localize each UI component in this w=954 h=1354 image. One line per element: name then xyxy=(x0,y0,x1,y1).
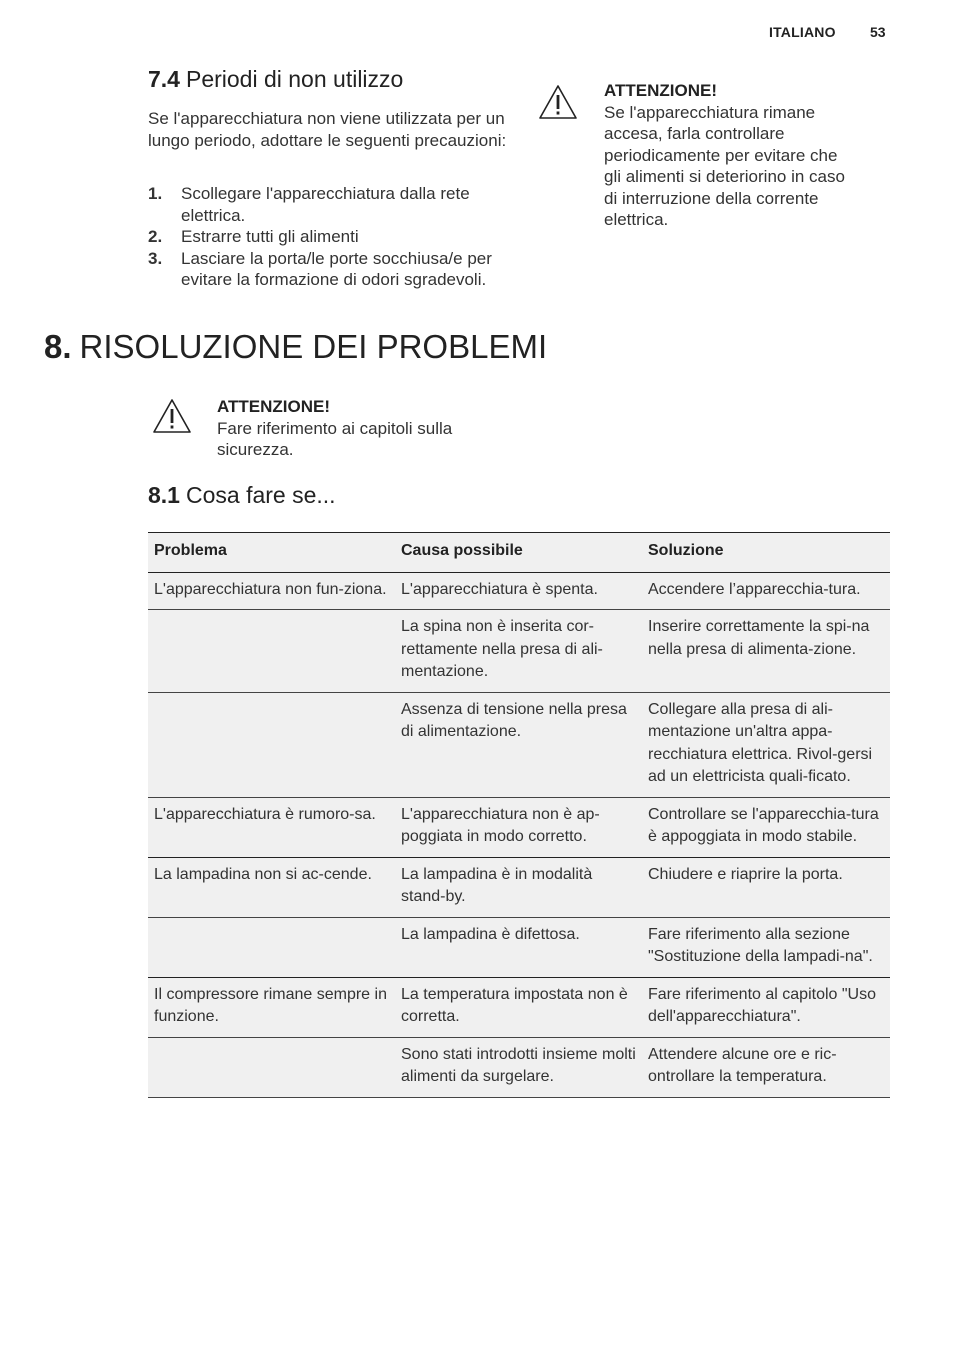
steps-list xyxy=(148,183,518,291)
section-8-1-number: 8.1 xyxy=(148,482,180,508)
running-header-language: ITALIANO xyxy=(769,24,836,40)
warning-title: ATTENZIONE! xyxy=(604,81,718,100)
chapter-heading xyxy=(44,328,547,366)
warning-text: Fare riferimento ai capitoli sulla sicurezza. xyxy=(217,418,453,459)
warning-title: ATTENZIONE! xyxy=(217,397,331,416)
column-header-problem: Problema xyxy=(154,542,227,559)
cell-solution: Attendere alcune ore e ric-ontrollare la temperatura. xyxy=(648,1045,837,1085)
table-row xyxy=(148,1037,890,1097)
warning-box-standby xyxy=(604,80,854,231)
list-item xyxy=(148,248,518,291)
step-number: 2. xyxy=(148,227,163,246)
section-8-1-title: Cosa fare se... xyxy=(185,482,336,508)
cell-problem: Il compressore rimane sempre in funzione. xyxy=(154,985,387,1025)
table-row xyxy=(148,857,890,917)
cell-cause: Assenza di tensione nella presa di alimentazione. xyxy=(401,700,627,740)
section-7-4-number: 7.4 xyxy=(148,66,180,92)
table-row xyxy=(148,692,890,797)
table-row xyxy=(148,917,890,977)
list-item xyxy=(148,183,518,226)
warning-box-safety xyxy=(217,396,467,461)
step-text: Lasciare la porta/le porte socchiusa/e per evitare la formazione di odori sgradevoli. xyxy=(181,248,492,289)
warning-text: Se l'apparecchiatura rimane accesa, farla controllare periodicamente per evitare che gli alimenti si deteriorino in caso di interruzione della corrente elettrica. xyxy=(604,102,845,229)
warning-triangle-icon xyxy=(152,398,192,434)
table-row xyxy=(148,977,890,1037)
cell-cause: Sono stati introdotti insieme molti alimenti da surgelare. xyxy=(401,1045,636,1085)
table-row xyxy=(148,610,890,693)
page-number: 53 xyxy=(870,24,886,40)
cell-solution: Collegare alla presa di ali-mentazione un'altra appa-recchiatura elettrica. Rivol-gersi ad un elettricista quali-ficato. xyxy=(648,700,873,785)
column-header-solution: Soluzione xyxy=(648,542,724,559)
cell-solution: Inserire correttamente la spi-na nella presa di alimenta-zione. xyxy=(648,618,870,658)
step-text: Scollegare l'apparecchiatura dalla rete elettrica. xyxy=(181,184,470,225)
cell-problem xyxy=(148,610,395,693)
cell-problem xyxy=(148,1037,395,1097)
section-8-1-heading xyxy=(148,482,336,509)
cell-solution: Accendere l’apparecchia-tura. xyxy=(648,580,861,598)
cell-problem: La lampadina non si ac-cende. xyxy=(154,865,372,883)
chapter-number: 8. xyxy=(44,328,72,365)
cell-cause: L'apparecchiatura non è ap-poggiata in modo corretto. xyxy=(401,805,600,845)
cell-cause: La lampadina è difettosa. xyxy=(401,925,580,943)
cell-cause: La temperatura impostata non è corretta. xyxy=(401,985,628,1025)
table-header-row xyxy=(148,533,890,573)
cell-solution: Fare riferimento al capitolo "Uso dell'apparecchiatura". xyxy=(648,985,876,1025)
cell-cause: La spina non è inserita cor-rettamente nella presa di ali-mentazione. xyxy=(401,618,603,680)
cell-solution: Controllare se l'apparecchia-tura è appoggiata in modo stabile. xyxy=(648,805,879,845)
cell-solution: Fare riferimento alla sezione "Sostituzione della lampadi-na". xyxy=(648,925,873,965)
table-row xyxy=(148,572,890,610)
step-number: 3. xyxy=(148,248,163,268)
chapter-title: RISOLUZIONE DEI PROBLEMI xyxy=(79,328,548,365)
cell-problem xyxy=(148,917,395,977)
cell-problem xyxy=(148,692,395,797)
section-7-4-title: Periodi di non utilizzo xyxy=(185,66,404,92)
column-header-cause: Causa possibile xyxy=(401,542,523,559)
troubleshooting-table xyxy=(148,532,890,1098)
cell-problem: L'apparecchiatura non fun-ziona. xyxy=(154,580,387,598)
table-row xyxy=(148,797,890,857)
step-number: 1. xyxy=(148,184,163,203)
list-item xyxy=(148,226,518,248)
cell-cause: La lampadina è in modalità stand-by. xyxy=(401,865,593,905)
step-text: Estrarre tutti gli alimenti xyxy=(181,227,359,246)
cell-cause: L'apparecchiatura è spenta. xyxy=(401,580,598,598)
section-7-4-heading xyxy=(148,66,403,93)
warning-triangle-icon xyxy=(538,84,578,120)
cell-problem: L'apparecchiatura è rumoro-sa. xyxy=(154,805,376,823)
section-7-4-intro: Se l'apparecchiatura non viene utilizzata per un lungo periodo, adottare le seguenti precauzioni: xyxy=(148,109,507,150)
cell-solution: Chiudere e riaprire la porta. xyxy=(648,865,843,883)
